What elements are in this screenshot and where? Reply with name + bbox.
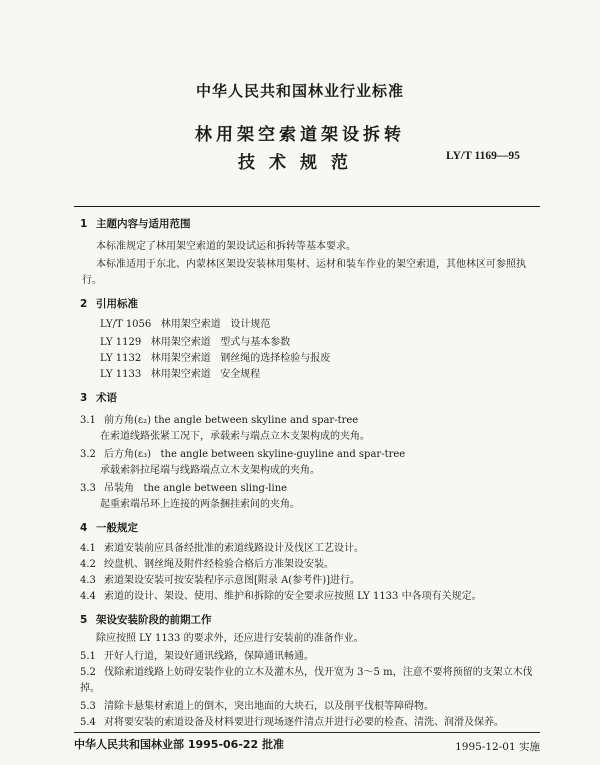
term-number: 3.2 [80, 449, 96, 460]
header-divider [74, 206, 540, 207]
paragraph-continuation: 行。 [82, 275, 102, 286]
clause-text: 绞盘机、钢丝绳及附件经检验合格后方准架设安装。 [104, 559, 334, 570]
standard-code: LY/T 1169—95 [446, 150, 520, 162]
clause-number: 4.4 [80, 591, 96, 602]
implementation-date: 1995-12-01 实施 [455, 741, 540, 753]
section-title: 术语 [96, 392, 117, 404]
clause-number: 4.1 [80, 543, 96, 554]
section-title: 主题内容与适用范围 [96, 218, 191, 230]
clause-text: 清除卡悬集材索道上的倒木，突出地面的大块石，以及削平伐根等障碍物。 [104, 701, 434, 712]
issuing-authority: 中华人民共和国林业行业标准 [195, 82, 404, 100]
section-number: 4 [80, 522, 88, 534]
section-3-heading [80, 390, 117, 405]
section-number: 3 [80, 392, 88, 404]
clause-text: 索道架设安装可按安装程序示意图[附录 A(参考件)]进行。 [104, 575, 361, 586]
reference-item: LY 1129 林用架空索道 型式与基本参数 [100, 337, 291, 348]
paragraph: 本标准规定了林用架空索道的架设试运和拆转等基本要求。 [96, 241, 356, 252]
clause-text: 伐除索道线路上妨碍安装作业的立木及灌木丛，伐开宽为 3～5 m，注意不要将预留的支架立木伐 [104, 667, 533, 678]
section-title: 引用标准 [96, 298, 138, 310]
term-english: 吊装角 the angle between sling-line [104, 483, 288, 494]
clause-text: 索道的设计、架设、使用、维护和拆除的安全要求应按照 LY 1133 中各项有关规定。 [104, 591, 482, 602]
reference-item: LY/T 1056 林用架空索道 设计规范 [100, 319, 271, 330]
term-english: 后方角(ε₃) the angle between skyline-guyline and spar-tree [104, 449, 406, 460]
term-english: 前方角(ε₂) the angle between skyline and spar-tree [104, 415, 359, 426]
document-title-line2: 技术规范 [238, 153, 362, 173]
term-definition: 承载索斜拉尾端与线路端点立木支架构成的夹角。 [100, 465, 320, 476]
section-2-heading [80, 296, 138, 311]
clause-number: 5.3 [80, 701, 96, 712]
reference-item: LY 1132 林用架空索道 钢丝绳的选择检验与报废 [100, 353, 331, 364]
clause-number: 4.2 [80, 559, 96, 570]
term-number: 3.3 [80, 483, 96, 494]
reference-item: LY 1133 林用架空索道 安全规程 [100, 369, 261, 380]
paragraph: 除应按照 LY 1133 的要求外，还应进行安装前的准备作业。 [96, 633, 364, 644]
clause-continuation: 掉。 [80, 683, 100, 694]
section-number: 2 [80, 298, 88, 310]
approval-date: 中华人民共和国林业部 1995-06-22 批准 [74, 738, 285, 751]
section-1-heading [80, 216, 191, 231]
clause-text: 开好人行道，架设好通讯线路，保障通讯畅通。 [104, 651, 314, 662]
section-title: 一般规定 [96, 522, 138, 534]
clause-number: 4.3 [80, 575, 96, 586]
term-definition: 在索道线路张紧工况下，承载索与端点立木支架构成的夹角。 [100, 431, 370, 442]
clause-number: 5.1 [80, 651, 96, 662]
clause-number: 5.2 [80, 667, 96, 678]
section-5-heading [80, 612, 212, 627]
section-title: 架设安装阶段的前期工作 [96, 614, 212, 626]
section-number: 1 [80, 218, 88, 230]
section-number: 5 [80, 614, 88, 626]
clause-text: 对将要安装的索道设备及材料要进行现场逐件清点并进行必要的检查、清洗、润滑及保养。 [104, 717, 504, 728]
footer-divider [74, 732, 540, 733]
paragraph: 本标准适用于东北、内蒙林区架设安装林用集材、运材和装车作业的架空索道，其他林区可参照执 [96, 259, 526, 270]
term-number: 3.1 [80, 415, 96, 426]
section-4-heading [80, 520, 138, 535]
clause-number: 5.4 [80, 717, 96, 728]
term-definition: 起重索端吊环上连接的两条捆挂索间的夹角。 [100, 499, 300, 510]
document-title-line1: 林用架空索道架设拆转 [195, 125, 405, 145]
clause-text: 索道安装前应具备经批准的索道线路设计及伐区工艺设计。 [104, 543, 364, 554]
